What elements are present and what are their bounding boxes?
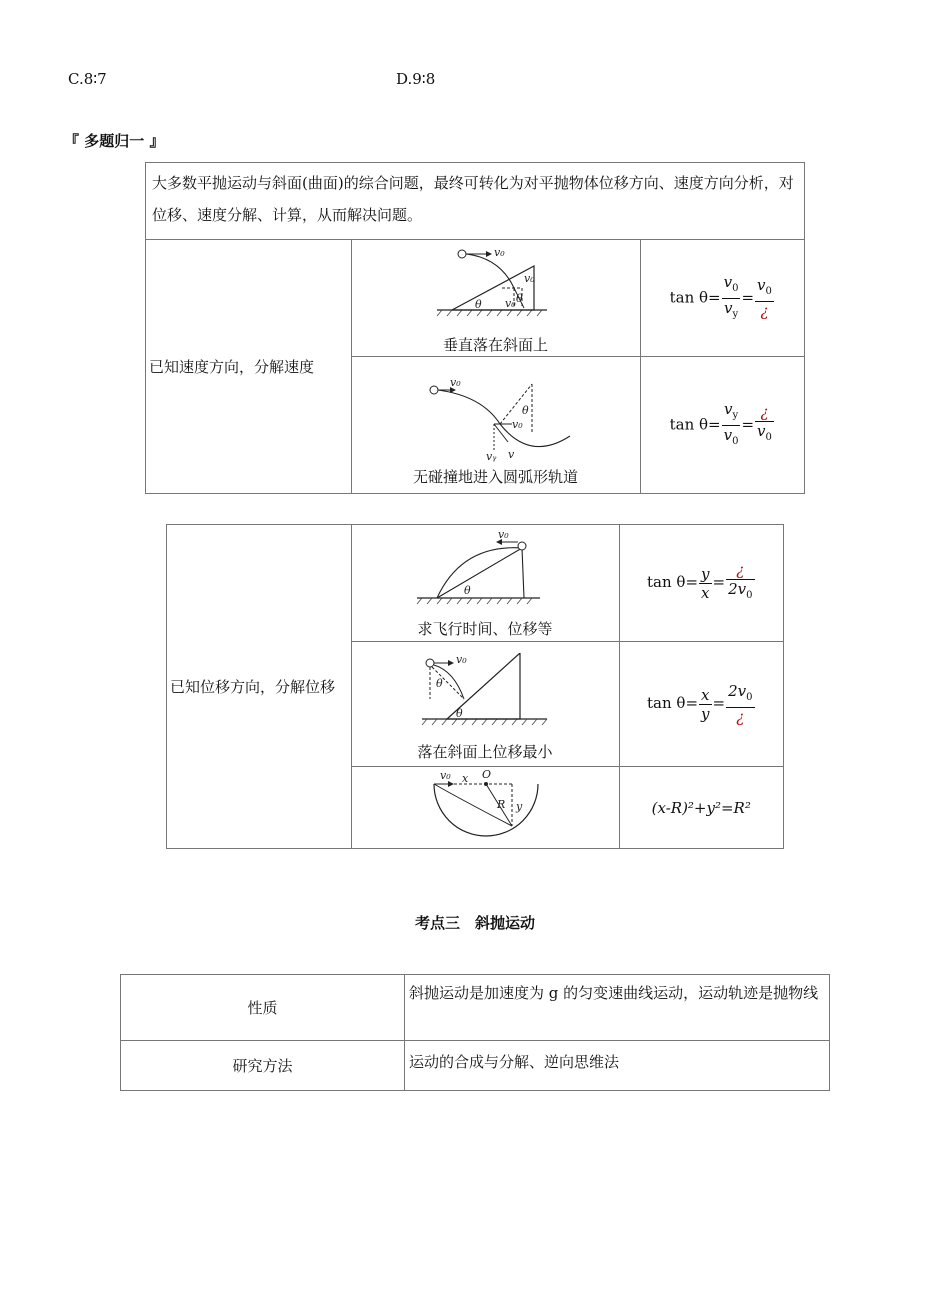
label-v0-flight: v₀	[497, 529, 509, 541]
label-v: v	[507, 447, 514, 461]
label-theta-flight: θ	[463, 583, 471, 597]
formula-prefix: tan θ=	[669, 288, 721, 306]
label-v0-min: v₀	[455, 652, 467, 666]
table-oblique	[120, 974, 830, 1091]
group-label-displacement: 已知位移方向，分解位移	[167, 525, 352, 849]
table-velocity	[145, 162, 805, 494]
caption-perpendicular: 垂直落在斜面上	[442, 335, 548, 354]
label-method: 研究方法	[121, 1041, 405, 1091]
content-nature: 斜抛运动是加速度为 g 的匀变速曲线运动，运动轨迹是抛物线	[405, 975, 830, 1041]
caption-min-displacement: 落在斜面上位移最小	[417, 742, 553, 761]
section-heading: 考点三 斜抛运动	[414, 914, 535, 932]
fraction-1: $\frac{v_0}{v_y}$	[723, 272, 739, 320]
diagram-perpendicular-slope	[352, 244, 640, 332]
cell-diagram-semicircle	[351, 767, 619, 849]
label-v0-top: v₀	[523, 271, 535, 285]
cell-diagram-arc	[351, 357, 640, 494]
option-d: D.9∶8	[396, 70, 436, 88]
caption-arc: 无碰撞地进入圆弧形轨道	[412, 467, 578, 486]
label-O: O	[481, 769, 491, 781]
fraction-2: $\frac{v_0}{¿}$	[757, 276, 772, 320]
label-nature: 性质	[121, 975, 405, 1041]
label-y: y	[515, 799, 522, 813]
label-vy: vᵧ	[485, 449, 496, 462]
cell-diagram-min-displacement	[351, 642, 619, 767]
label-v0-semi: v₀	[439, 769, 451, 782]
label-v0: v₀	[493, 245, 505, 259]
diagram-flight-time	[352, 530, 619, 614]
cell-diagram-flight	[351, 525, 619, 642]
formula-arc: tan θ= $\frac{v_y}{v_0}$ = $\frac{¿}{v_0}$	[640, 357, 805, 494]
label-theta-min-top: θ	[435, 676, 443, 690]
formula-perpendicular: tan θ= $\frac{v_0}{v_y}$ = $\frac{v_0}{¿}$	[640, 240, 805, 357]
option-c: C.8∶7	[68, 70, 107, 88]
label-theta-min: θ	[455, 706, 463, 720]
diagram-min-displacement	[352, 653, 619, 737]
label-v0-arc-2: v₀	[511, 417, 523, 431]
cell-diagram-perpendicular	[351, 240, 640, 357]
formula-flight: tan θ= $\frac{y}{x}$ = $\frac{¿}{2v_0}$	[619, 525, 783, 642]
section-tag: 『 多题归一 』	[64, 132, 165, 150]
table-intro: 大多数平抛运动与斜面(曲面)的综合问题，最终可转化为对平抛物体位移方向、速度方向分析，对位移、速度分解、计算，从而解决问题。	[146, 163, 805, 240]
content-method: 运动的合成与分解、逆向思维法	[405, 1041, 830, 1091]
diagram-semicircle	[352, 770, 619, 846]
label-v0-small: v₀	[504, 296, 516, 310]
label-v0-arc: v₀	[449, 375, 461, 389]
group-label-velocity: 已知速度方向，分解速度	[146, 240, 352, 494]
diagram-arc-track	[352, 370, 640, 462]
label-x: x	[461, 771, 468, 785]
label-theta-2: θ	[515, 291, 523, 305]
formula-min-displacement: tan θ= $\frac{x}{y}$ = $\frac{2v_0}{¿}$	[619, 642, 783, 767]
caption-flight: 求飞行时间、位移等	[417, 619, 553, 638]
table-displacement	[166, 524, 784, 849]
label-R: R	[496, 797, 505, 811]
label-theta: θ	[474, 297, 482, 311]
formula-circle: (x-R)²+y²=R²	[619, 767, 783, 849]
label-theta-arc: θ	[521, 403, 529, 417]
